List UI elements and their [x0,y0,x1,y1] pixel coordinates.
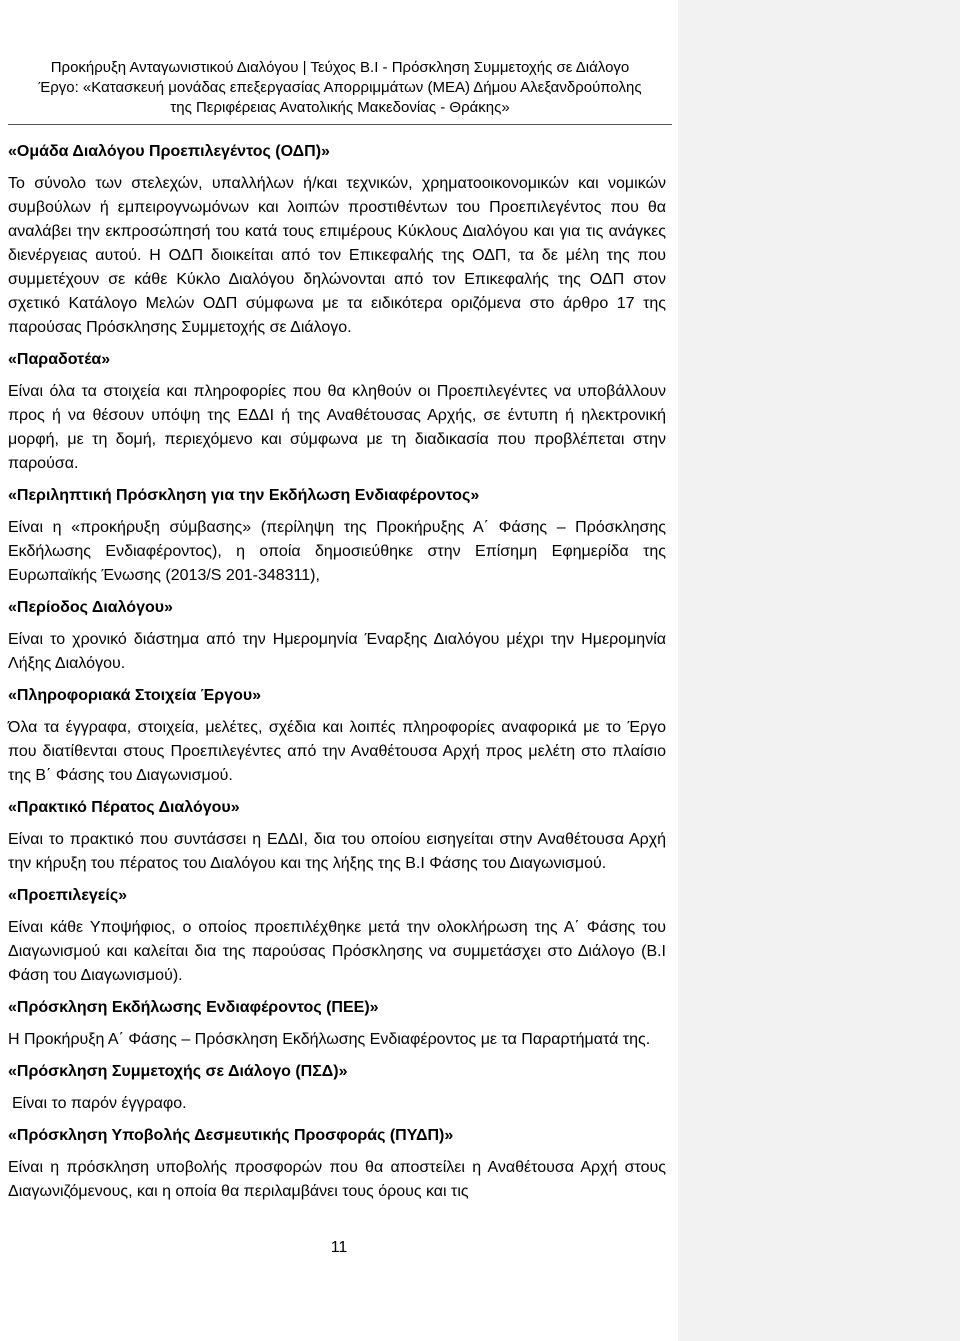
term-definition: Όλα τα έγγραφα, στοιχεία, μελέτες, σχέδια και λοιπές πληροφορίες αναφορικά με το Έργο που διατίθενται στους Προεπιλεγέντες από την Αναθέτουσα Αρχή προς μελέτη στο πλαίσιο της Β΄ Φάσης του Διαγωνισμού. [8,719,666,784]
page-header [8,58,672,118]
definition-entry [8,996,666,1052]
term-definition: Είναι η «προκήρυξη σύμβασης» (περίληψη της Προκήρυξης Α΄ Φάσης – Πρόσκλησης Εκδήλωσης Ενδιαφέροντος), η οποία δημοσιεύθηκε στην Επίσημη Εφημερίδα της Ευρωπαϊκής Ένωσης (2013/S 201-348311), [8,519,666,584]
term-title: «Πρόσκληση Συμμετοχής σε Διάλογο (ΠΣΔ)» [8,1063,348,1080]
term-title: «Πληροφοριακά Στοιχεία Έργου» [8,687,262,704]
term-definition: Είναι το χρονικό διάστημα από την Ημερομηνία Έναρξης Διαλόγου μέχρι την Ημερομηνία Λήξης Διαλόγου. [8,631,666,672]
term-definition: Είναι η πρόσκληση υποβολής προσφορών που θα αποστείλει η Αναθέτουσα Αρχή στους Διαγωνιζόμενους, και η οποία θα περιλαμβάνει τους όρους και τις [8,1159,666,1200]
term-title: «Πρόσκληση Υποβολής Δεσμευτικής Προσφοράς (ΠΥΔΠ)» [8,1127,454,1144]
definition-entry [8,484,666,588]
comment-margin [678,0,960,1341]
definition-entry [8,1124,666,1204]
term-title: «Προεπιλεγείς» [8,887,128,904]
document-body [8,140,666,1212]
term-definition: Είναι όλα τα στοιχεία και πληροφορίες που θα κληθούν οι Προεπιλεγέντες να υποβάλλουν προς ή να θέσουν υπόψη της ΕΔΔΙ ή της Αναθέτουσας Αρχής, σε έντυπη ή ηλεκτρονική μορφή, με τη δομή, περιεχόμενο και σύμφωνα με τη διαδικασία που προβλέπεται στην παρούσα. [8,383,666,472]
page-number: 11 [330,1239,348,1256]
header-divider [8,124,672,125]
term-definition: Είναι το πρακτικό που συντάσσει η ΕΔΔΙ, δια του οποίου εισηγείται στην Αναθέτουσα Αρχή την κήρυξη του πέρατος του Διαλόγου και της λήξης της Β.Ι Φάσης του Διαγωνισμού. [8,831,666,872]
term-title: «Παραδοτέα» [8,351,111,368]
definition-entry [8,796,666,876]
header-line-3: της Περιφέρειας Ανατολικής Μακεδονίας - Θράκης» [170,99,510,116]
definition-entry [8,1060,666,1116]
definition-entry [8,596,666,676]
term-definition: Είναι κάθε Υποψήφιος, ο οποίος προεπιλέχθηκε μετά την ολοκλήρωση της Α΄ Φάσης του Διαγωνισμού και καλείται δια της παρούσας Πρόσκλησης να συμμετάσχει στο Διάλογο (Β.Ι Φάση του Διαγωνισμού). [8,919,666,984]
header-line-1: Προκήρυξη Ανταγωνιστικού Διαλόγου | Τεύχος Β.Ι - Πρόσκληση Συμμετοχής σε Διάλογο [50,59,630,76]
definition-entry [8,684,666,788]
term-definition: Είναι το παρόν έγγραφο. [12,1095,187,1112]
definition-entry [8,884,666,988]
term-definition: Το σύνολο των στελεχών, υπαλλήλων ή/και τεχνικών, χρηματοοικονομικών και νομικών συμβούλων ή εμπειρογνωμόνων και λοιπών προστιθέντων του Προεπιλεγέντος που θα αναλάβει την εκπροσώπησή του κατά τους επιμέρους Κύκλους Διαλόγου και για τις ανάγκες διενέργειας αυτού. Η ΟΔΠ διοικείται από τον Επικεφαλής της ΟΔΠ, τα δε μέλη της που συμμετέχουν σε κάθε Κύκλο Διαλόγου δηλώνονται από τον Επικεφαλής της ΟΔΠ στον σχετικό Κατάλογο Μελών ΟΔΠ σύμφωνα με τα ειδικότερα οριζόμενα στο άρθρο 17 της παρούσας Πρόσκλησης Συμμετοχής σε Διάλογο. [8,175,666,336]
term-definition: Η Προκήρυξη Α΄ Φάσης – Πρόσκληση Εκδήλωσης Ενδιαφέροντος με τα Παραρτήματά της. [8,1031,651,1048]
definition-entry [8,140,666,340]
term-title: «Περιληπτική Πρόσκληση για την Εκδήλωση Ενδιαφέροντος» [8,487,480,504]
definition-entry [8,348,666,476]
term-title: «Περίοδος Διαλόγου» [8,599,173,616]
header-line-2: Έργο: «Κατασκευή μονάδας επεξεργασίας Απορριμμάτων (ΜΕΑ) Δήμου Αλεξανδρούπολης [38,79,642,96]
term-title: «Ομάδα Διαλόγου Προεπιλεγέντος (ΟΔΠ)» [8,143,330,160]
term-title: «Πρακτικό Πέρατος Διαλόγου» [8,799,240,816]
term-title: «Πρόσκληση Εκδήλωσης Ενδιαφέροντος (ΠΕΕ)» [8,999,379,1016]
